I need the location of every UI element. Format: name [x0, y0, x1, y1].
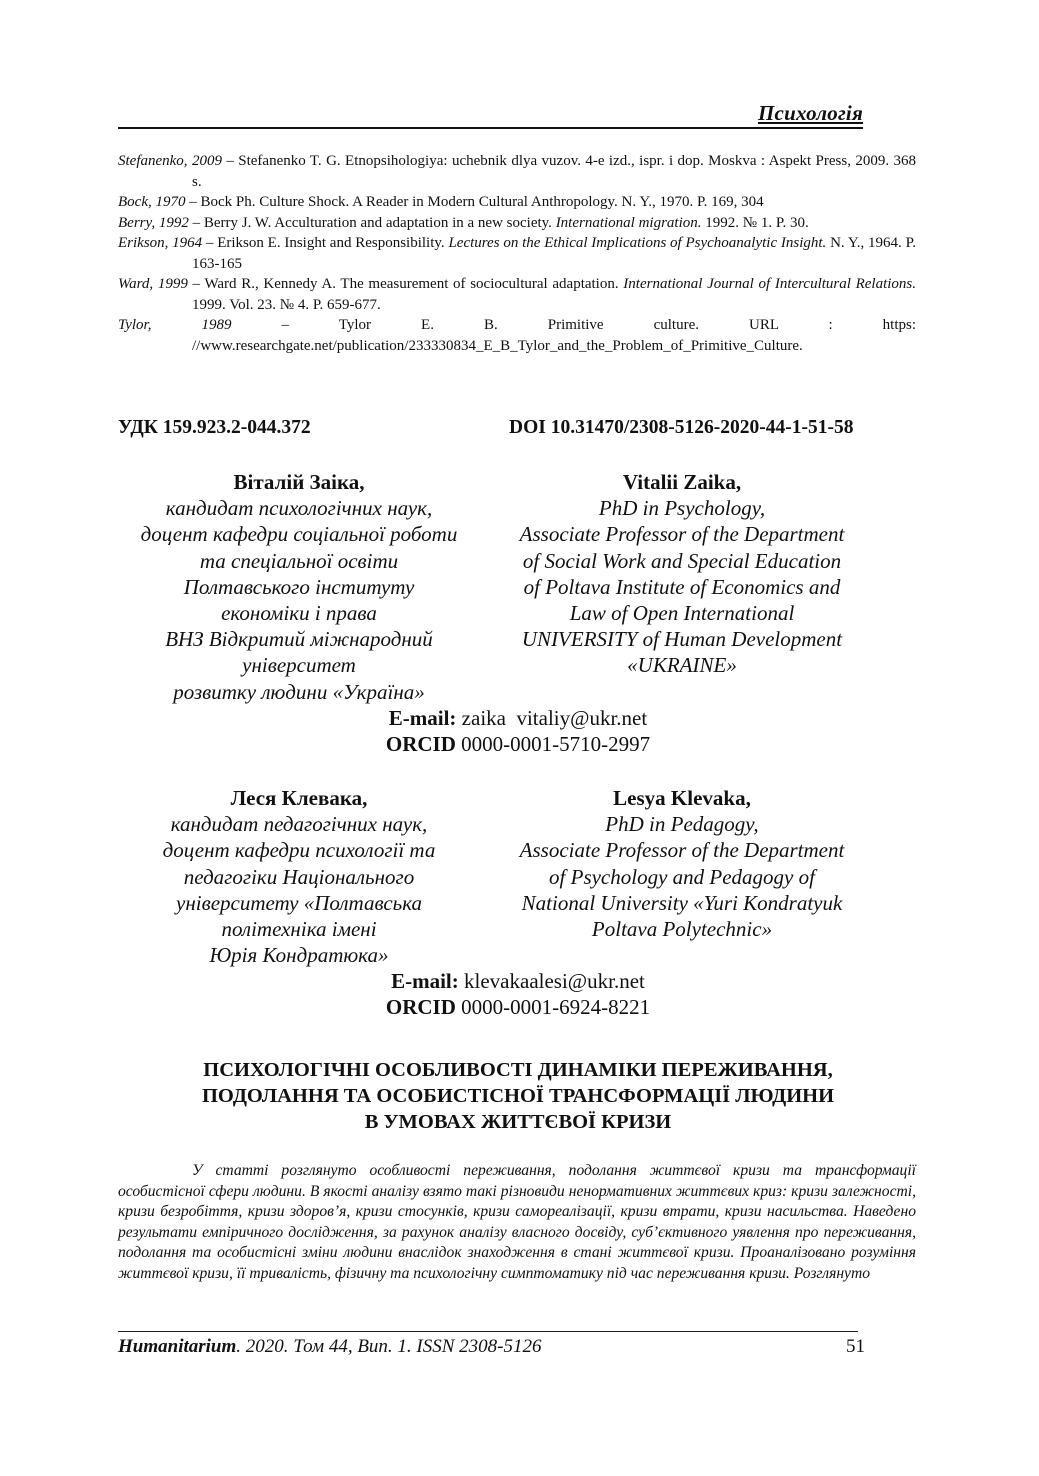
footer-divider: [118, 1331, 858, 1332]
affiliation-line: розвитку людини «Україна»: [173, 679, 425, 704]
orcid-label: ORCID: [385, 995, 456, 1019]
author-1-contacts: [118, 705, 918, 757]
affiliation-line: Associate Professor of the Department: [519, 522, 845, 547]
page-number: 51: [846, 1336, 865, 1357]
running-header: [118, 101, 863, 129]
affiliation-line: політехніка імені: [221, 917, 377, 942]
reference-link[interactable]: Tylor E. B. Primitive culture. URL : https: //www.researchgate.net/publication/233330834_E_B_Tylor_and_the_Problem_of_Primitive_Culture.: [192, 317, 916, 354]
reference-key: Tylor, 1989: [118, 317, 232, 333]
reference-text: Erikson E. Insight and Responsibility.: [217, 235, 449, 251]
reference-item: Erikson, 1964 – Erikson E. Insight and Responsibility. Lectures on the Ethical Implications of Psychoanalytic Insight. N. Y., 1964. P. 163-165: [118, 235, 916, 272]
author-1-ukrainian: [118, 469, 480, 705]
affiliation-line: «UKRAINE»: [627, 653, 737, 678]
affiliation-line: доцент кафедри соціальної роботи: [140, 522, 458, 547]
email-line: [118, 705, 918, 731]
orcid-line: [118, 994, 918, 1020]
reference-text: Stefanenko T. G. Etnopsihologiya: uchebnik dlya vuzov. 4-e izd., ispr. i dop. Moskva : Aspekt Press, 2009. 368 s.: [192, 153, 917, 190]
reference-source: Lectures on the Ethical Implications of Psychoanalytic Insight.: [448, 235, 827, 251]
author-name: Vitalii Zaika,: [622, 470, 742, 494]
reference-tail: N. Y., 1964. P. 163-165: [192, 235, 916, 272]
journal-name: Humanitarium: [118, 1336, 237, 1357]
affiliation-line: National University «Yuri Kondratyuk: [521, 890, 843, 915]
title-line: В УМОВАХ ЖИТТЄВОЇ КРИЗИ: [364, 1111, 672, 1133]
orcid-line: [118, 731, 918, 757]
author-2-ukrainian: [118, 785, 480, 968]
reference-key: Bock, 1970: [118, 194, 186, 210]
author-name: Lesya Klevaka,: [613, 786, 751, 810]
affiliation-line: of Psychology and Pedagogy of: [549, 864, 815, 889]
affiliation-line: UNIVERSITY of Human Development: [521, 627, 843, 652]
affiliation-line: університет: [242, 653, 356, 678]
reference-source: International Journal of Intercultural Relations.: [623, 276, 917, 292]
affiliation-line: університету «Полтавська: [176, 890, 422, 915]
affiliation-line: PhD in Psychology,: [598, 496, 766, 521]
orcid-id[interactable]: 0000-0001-6924-8221: [461, 995, 651, 1019]
affiliation-line: Associate Professor of the Department: [519, 838, 845, 863]
author-name: Леся Клевака,: [230, 786, 368, 810]
title-line: ПСИХОЛОГІЧНІ ОСОБЛИВОСТІ ДИНАМІКИ ПЕРЕЖИВАННЯ,: [203, 1059, 833, 1081]
affiliation-line: кандидат психологічних наук,: [165, 496, 433, 521]
reference-key: Erikson, 1964: [118, 235, 203, 251]
affiliation-line: Юрія Кондратюка»: [209, 943, 389, 968]
email-label: E-mail:: [388, 706, 457, 730]
reference-key: Berry, 1992: [118, 214, 189, 231]
affiliation-line: ВНЗ Відкритий міжнародний: [165, 627, 433, 652]
reference-key: Stefanenko, 2009: [118, 153, 222, 169]
author-2-english: [496, 785, 868, 942]
affiliation-line: педагогіки Національного: [183, 864, 415, 889]
journal-details: . 2020. Том 44, Вип. 1. ISSN 2308-5126: [236, 1336, 542, 1357]
reference-item: Bock, 1970 – Bock Ph. Culture Shock. A Reader in Modern Cultural Anthropology. N. Y., 1970. P. 169, 304: [118, 194, 764, 210]
email-line: [118, 968, 918, 994]
reference-text: Ward R., Kennedy A. The measurement of sociocultural adaptation.: [204, 276, 624, 292]
reference-item: Ward, 1999 – Ward R., Kennedy A. The measurement of sociocultural adaptation. International Journal of Intercultural Relations. 1999. Vol. 23. № 4. P. 659-677.: [118, 276, 917, 313]
author-2-contacts: [118, 968, 918, 1020]
reference-text: Bock Ph. Culture Shock. A Reader in Modern Cultural Anthropology. N. Y., 1970. P. 169, 304: [200, 194, 764, 210]
email-label: E-mail:: [391, 969, 459, 993]
orcid-id[interactable]: 0000-0001-5710-2997: [461, 732, 651, 756]
author-1-english: [496, 469, 868, 679]
affiliation-line: доцент кафедри психології та: [162, 838, 436, 863]
reference-tail: 1999. Vol. 23. № 4. P. 659-677.: [192, 296, 381, 313]
affiliation-line: of Poltava Institute of Economics and: [523, 574, 841, 599]
affiliation-line: економіки і права: [221, 601, 377, 626]
reference-list: [118, 151, 916, 356]
footer-journal: [118, 1336, 542, 1358]
reference-item: Berry, 1992 – Berry J. W. Acculturation and adaptation in a new society. International migration. 1992. № 1. P. 30.: [118, 214, 809, 231]
author-name: Віталій Заіка,: [233, 470, 365, 494]
doi-link[interactable]: DOI 10.31470/2308-5126-2020-44-1-51-58: [509, 417, 854, 438]
reference-key: Ward, 1999: [118, 276, 188, 292]
email-link[interactable]: klevakaalesi@ukr.net: [464, 969, 645, 993]
affiliation-line: PhD in Pedagogy,: [605, 812, 759, 837]
reference-tail: 1992. № 1. P. 30.: [701, 214, 809, 231]
affiliation-line: Law of Open International: [569, 601, 795, 626]
udc-code: УДК 159.923.2-044.372: [118, 417, 311, 438]
email-link[interactable]: zaika vitaliy@ukr.net: [461, 706, 648, 730]
reference-item: Stefanenko, 2009 – Stefanenko T. G. Etnopsihologiya: uchebnik dlya vuzov. 4-e izd., ispr. i dop. Moskva : Aspekt Press, 2009. 368 s.: [118, 153, 917, 190]
affiliation-line: Poltava Polytechnic»: [591, 917, 773, 942]
reference-text: Berry J. W. Acculturation and adaptation in a new society.: [203, 214, 556, 231]
affiliation-line: кандидат педагогічних наук,: [170, 812, 428, 837]
affiliation-line: of Social Work and Special Education: [522, 548, 842, 573]
affiliation-line: Полтавського інституту: [183, 574, 415, 599]
reference-item: Tylor, 1989 – Tylor E. B. Primitive culture. URL : https: //www.researchgate.net/publication/233330834_E_B_Tylor_and_the_Problem_of_Primitive_Culture.: [118, 317, 916, 354]
orcid-label: ORCID: [385, 732, 456, 756]
section-title: Психологія: [758, 101, 863, 125]
abstract-text: У статті розглянуто особливості переживання, подолання життєвої кризи та трансформації особистісної сфери людини. В якості аналізу взято такі різновиди ненормативних життєвих криз: кризи залежності, кризи безробіття, кризи здоров’я, кризи стосунків, кризи самореалізації, кризи втрати, кризи насильства. Наведено результати емпіричного дослідження, за рахунок аналізу власного досвіду, суб’єктивного уявлення про переживання, подолання та особистісні зміни людини внаслідок знаходження в стані життєвої кризи. Проаналізовано розуміння життєвої кризи, її тривалість, фізичну та психологічну симптоматику під час переживання кризи. Розглянуто: [118, 1162, 916, 1282]
reference-source: International migration.: [555, 214, 702, 231]
affiliation-line: та спеціальної освіти: [199, 548, 399, 573]
title-line: ПОДОЛАННЯ ТА ОСОБИСТІСНОЇ ТРАНСФОРМАЦІЇ ЛЮДИНИ: [201, 1085, 835, 1107]
article-title: [118, 1057, 918, 1135]
